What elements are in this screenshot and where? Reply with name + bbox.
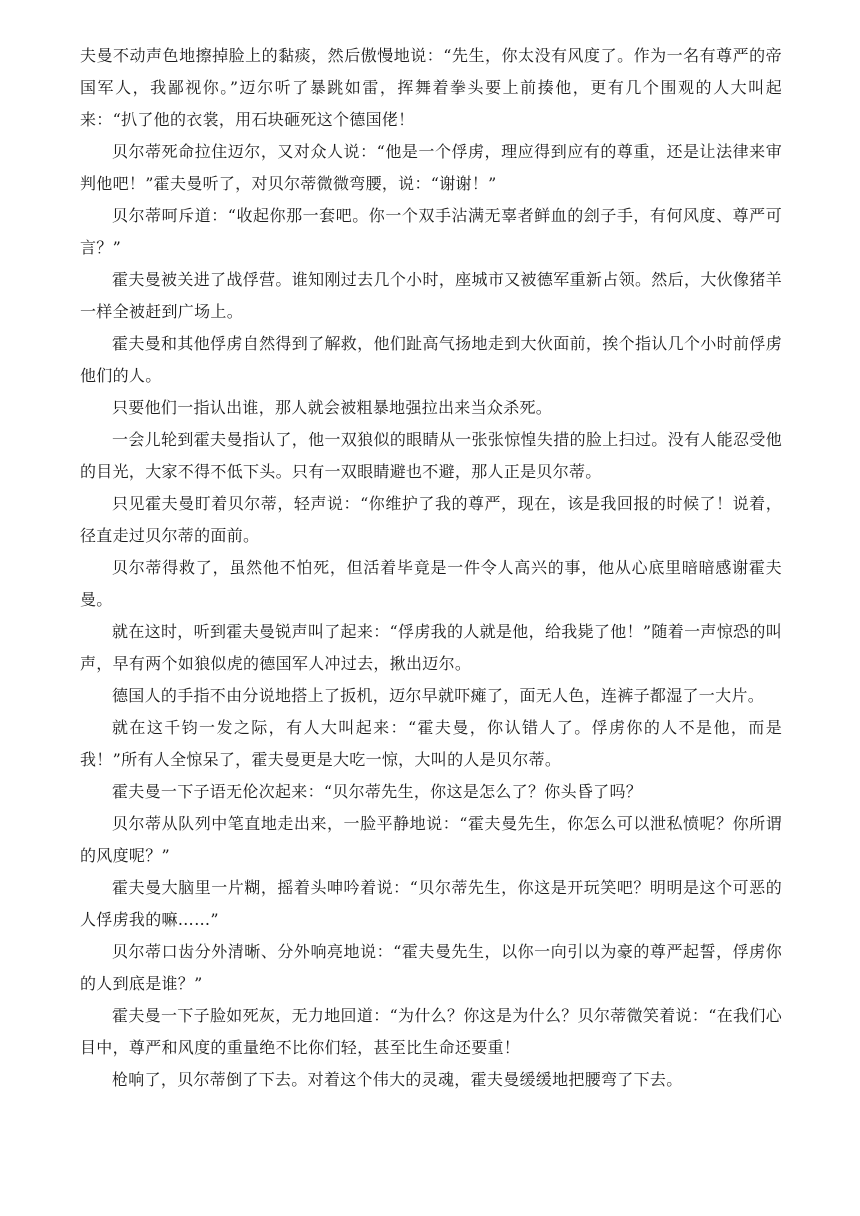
paragraph: 霍夫曼和其他俘虏自然得到了解救，他们趾高气扬地走到大伙面前，挨个指认几个小时前俘虏他们的人。 <box>80 334 782 385</box>
paragraph: 霍夫曼一下子语无伦次起来：“贝尔蒂先生，你这是怎么了？你头昏了吗？ <box>112 782 643 801</box>
paragraph: 贝尔蒂从队列中笔直地走出来，一脸平静地说：“霍夫曼先生，你怎么可以泄私愤呢？你所谓的风度呢？” <box>80 814 782 865</box>
paragraph: 德国人的手指不由分说地搭上了扳机，迈尔早就吓瘫了，面无人色，连裤子都湿了一大片。 <box>112 686 765 705</box>
paragraph: 贝尔蒂口齿分外清晰、分外响亮地说：“霍夫曼先生，以你一向引以为豪的尊严起誓，俘虏你的人到底是谁？” <box>80 942 782 993</box>
paragraph: 贝尔蒂死命拉住迈尔，又对众人说：“他是一个俘虏，理应得到应有的尊重，还是让法律来审判他吧！”霍夫曼听了，对贝尔蒂微微弯腰，说：“谢谢！” <box>80 142 782 193</box>
paragraph: 就在这千钧一发之际，有人大叫起来：“霍夫曼，你认错人了。俘虏你的人不是他，而是我！”所有人全惊呆了，霍夫曼更是大吃一惊，大叫的人是贝尔蒂。 <box>80 718 782 769</box>
paragraph: 贝尔蒂得救了，虽然他不怕死，但活着毕竟是一件令人高兴的事，他从心底里暗暗感谢霍夫曼。 <box>80 558 782 609</box>
paragraph: 只要他们一指认出谁，那人就会被粗暴地强拉出来当众杀死。 <box>112 398 553 417</box>
paragraph: 贝尔蒂呵斥道：“收起你那一套吧。你一个双手沾满无辜者鲜血的刽子手，有何风度、尊严可言？” <box>80 206 782 257</box>
document-body <box>80 40 782 1096</box>
paragraph: 只见霍夫曼盯着贝尔蒂，轻声说：“你维护了我的尊严，现在，该是我回报的时候了！说着，径直走过贝尔蒂的面前。 <box>80 494 782 545</box>
paragraph: 霍夫曼被关进了战俘营。谁知刚过去几个小时，座城市又被德军重新占领。然后，大伙像猪羊一样全被赶到广场上。 <box>80 270 782 321</box>
paragraph: 就在这时，听到霍夫曼锐声叫了起来：“俘虏我的人就是他，给我毙了他！”随着一声惊恐的叫声，早有两个如狼似虎的德国军人冲过去，揪出迈尔。 <box>80 622 782 673</box>
paragraph: 一会儿轮到霍夫曼指认了，他一双狼似的眼睛从一张张惊惶失措的脸上扫过。没有人能忍受他的目光，大家不得不低下头。只有一双眼睛避也不避，那人正是贝尔蒂。 <box>80 430 782 481</box>
paragraph: 夫曼不动声色地擦掉脸上的黏痰，然后傲慢地说：“先生，你太没有风度了。作为一名有尊严的帝国军人，我鄙视你。”迈尔听了暴跳如雷，挥舞着拳头要上前揍他，更有几个围观的人大叫起来：“扒了他的衣裳，用石块砸死这个德国佬！ <box>80 46 782 129</box>
paragraph: 枪响了，贝尔蒂倒了下去。对着这个伟大的灵魂，霍夫曼缓缓地把腰弯了下去。 <box>112 1070 683 1089</box>
paragraph: 霍夫曼大脑里一片糊，摇着头呻吟着说：“贝尔蒂先生，你这是开玩笑吧？明明是这个可恶的人俘虏我的嘛……” <box>80 878 782 929</box>
paragraph: 霍夫曼一下子脸如死灰，无力地回道：“为什么？你这是为什么？贝尔蒂微笑着说：“在我们心目中，尊严和风度的重量绝不比你们轻，甚至比生命还要重！ <box>80 1006 782 1057</box>
